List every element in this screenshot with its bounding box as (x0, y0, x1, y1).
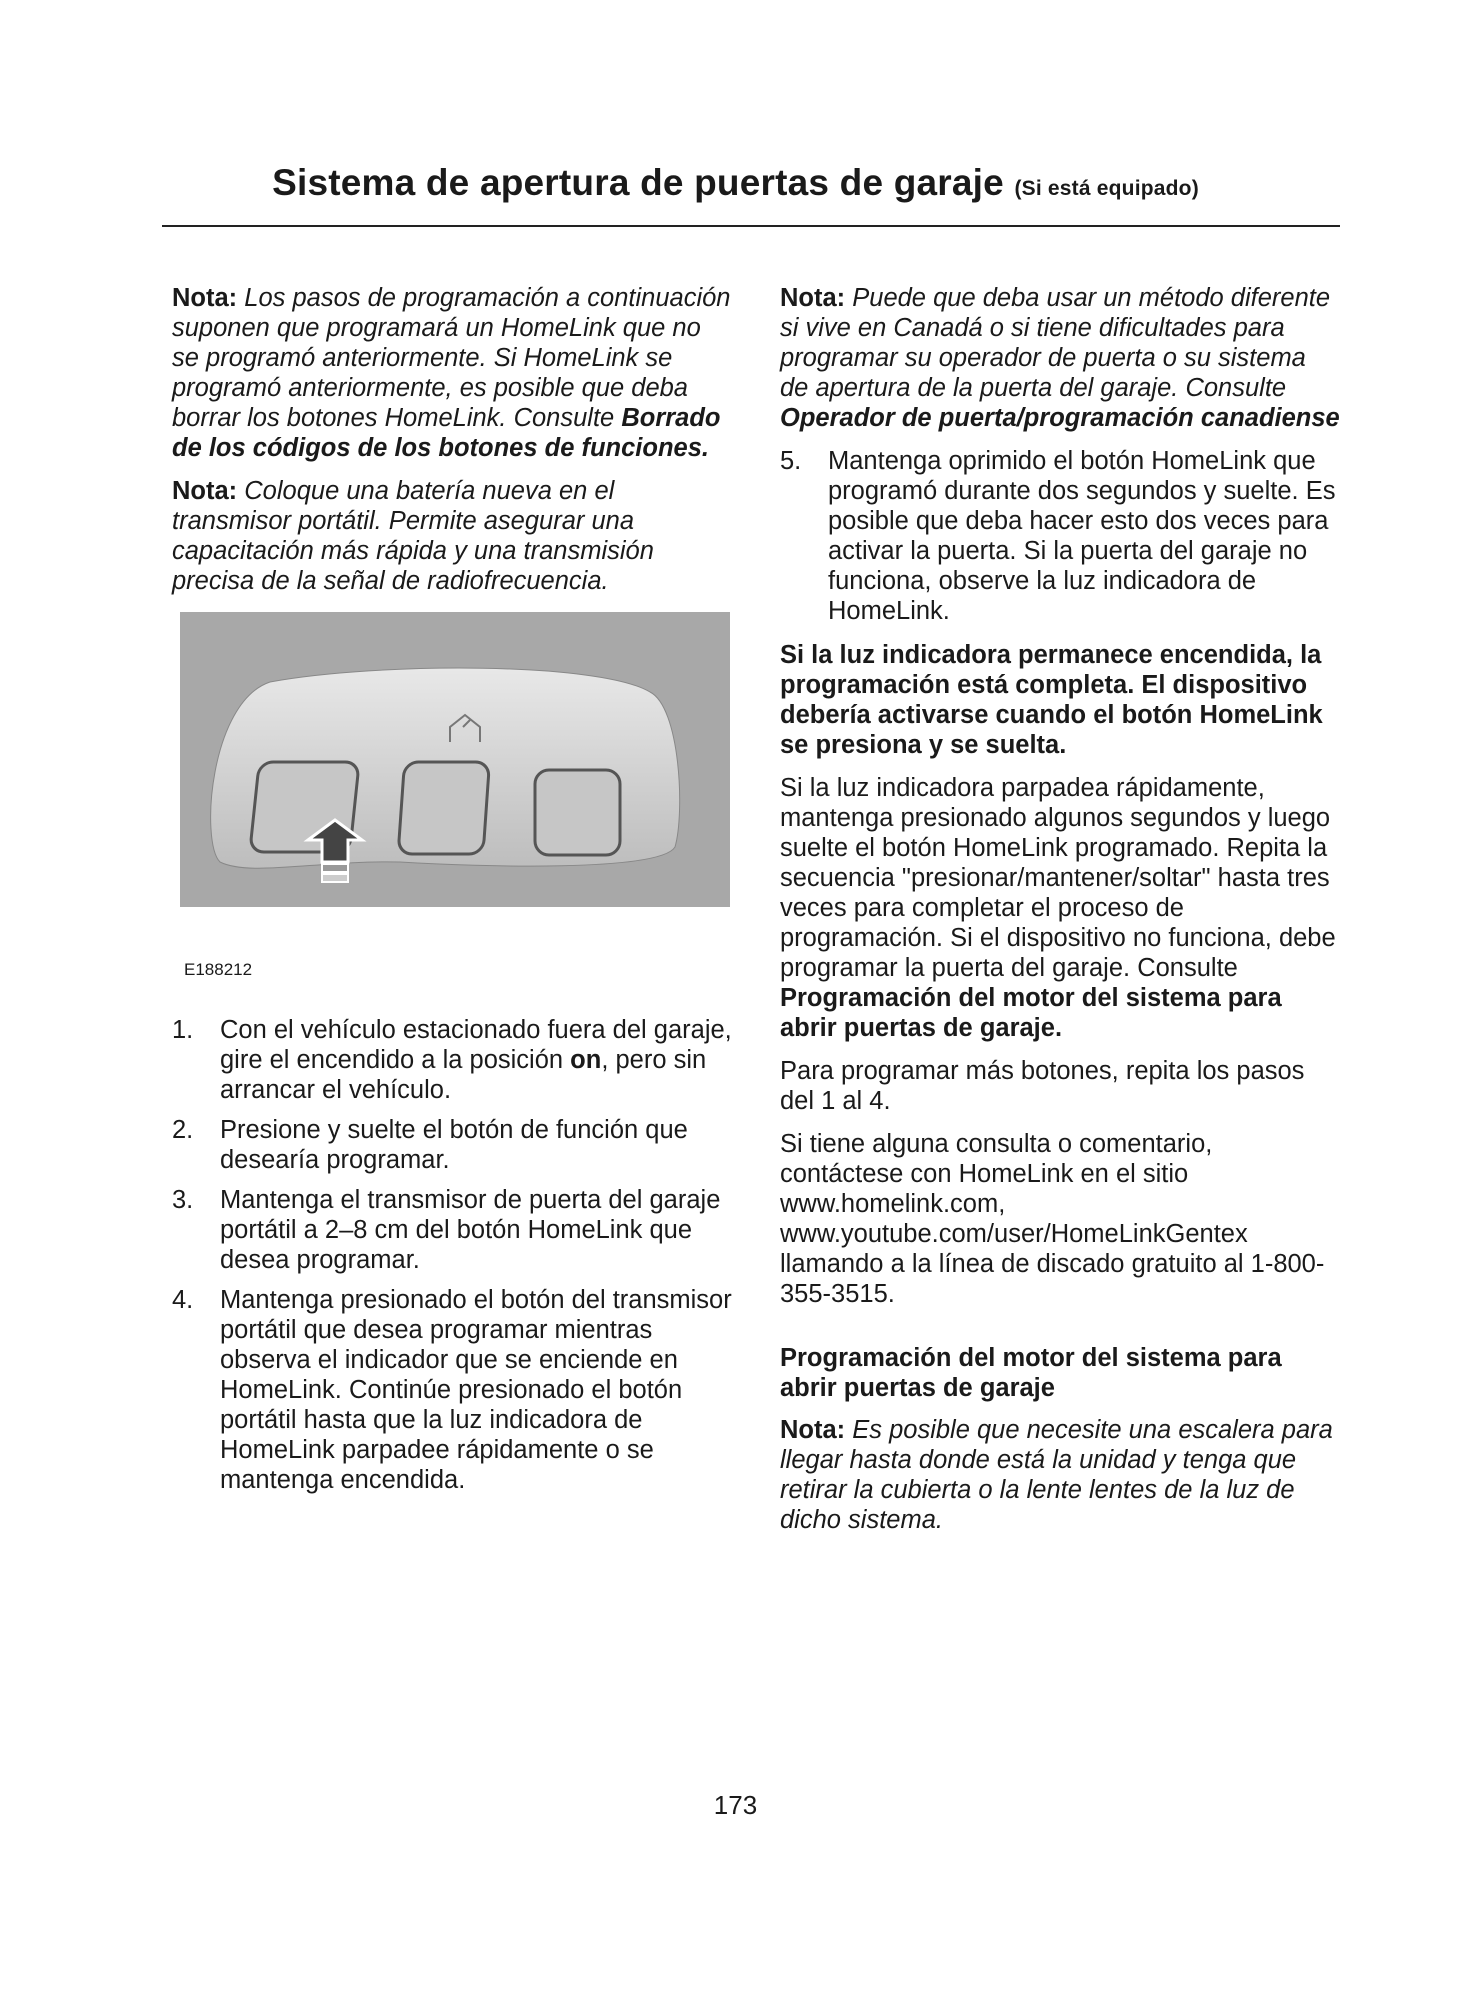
step-number: 2. (172, 1116, 194, 1144)
note-text: Los pasos de programación a continuación suponen que programará un HomeLink que no se programó anteriormente. Si HomeLink se programó anteriormente, es posible que deba borrar los botones HomeLink. Consulte (172, 284, 731, 432)
note-text: Es posible que necesite una escalera para llegar hasta donde está la unidad y tenga que retirar la cubierta o la lente lentes de la luz de dicho sistema. (780, 1416, 1333, 1534)
list-item (172, 1115, 732, 1175)
title-subtitle: (Si está equipado) (1014, 177, 1199, 200)
cross-reference: Programación del motor del sistema para abrir puertas de garaje. (780, 984, 1282, 1042)
homelink-buttons-figure (180, 612, 730, 907)
note-paragraph (172, 476, 732, 596)
body-text: Si la luz indicadora parpadea rápidamente, mantenga presionado algunos segundos y luego suelte el botón HomeLink programado. Repita la secuencia "presionar/mantener/soltar" hasta tres veces para completar el proceso de programación. Si el dispositivo no funciona, debe programar la puerta del garaje. Consulte (780, 774, 1336, 982)
title-text: Sistema de apertura de puertas de garaje (272, 162, 1004, 203)
body-paragraph: Para programar más botones, repita los pasos del 1 al 4. (780, 1057, 1305, 1115)
note-label: Nota: (780, 284, 846, 312)
step-number: 3. (172, 1186, 194, 1214)
step-text-part: Con el vehículo estacionado fuera del garaje, gire el encendido a la posición (220, 1016, 732, 1074)
list-item (172, 1185, 732, 1275)
note-label: Nota: (172, 284, 238, 312)
step-text (220, 1015, 732, 1105)
bold-paragraph (780, 640, 1340, 760)
step-text: Presione y suelte el botón de función que desearía programar. (220, 1116, 688, 1174)
left-column (172, 283, 732, 1505)
note-text: Coloque una batería nueva en el transmisor portátil. Permite asegurar una capacitación más rápida y una transmisión precisa de la señal de radiofrecuencia. (172, 477, 654, 595)
bold-text: Si la luz indicadora permanece encendida, la programación está completa. El dispositivo debería activarse cuando el botón HomeLink se presiona y se suelta. (780, 641, 1323, 759)
list-item (780, 446, 1340, 626)
step-text: Mantenga oprimido el botón HomeLink que programó durante dos segundos y suelte. Es posible que deba hacer esto dos veces para activar la puerta. Si la puerta del garaje no funciona, observe la luz indicadora de HomeLink. (828, 447, 1336, 625)
list-item (172, 1285, 732, 1495)
right-column (780, 283, 1340, 1548)
step-number: 5. (780, 447, 802, 475)
step-number: 1. (172, 1016, 194, 1044)
body-paragraph: Si tiene alguna consulta o comentario, contáctese con HomeLink en el sitio www.homelink.com, www.youtube.com/user/HomeLinkGentex llamando a la línea de discado gratuito al 1-800-355-3515. (780, 1130, 1325, 1308)
step-text: Mantenga presionado el botón del transmisor portátil que desea programar mientras observa el indicador que se enciende en HomeLink. Continúe presionado el botón portátil hasta que la luz indicadora de HomeLink parpadee rápidamente o se mantenga encendida. (220, 1286, 732, 1494)
step-bold: on (570, 1046, 602, 1074)
cross-reference: Borrado de los códigos de los botones de funciones. (172, 404, 721, 462)
page-number: 173 (713, 1790, 758, 1820)
step-text: Mantenga el transmisor de puerta del garaje portátil a 2–8 cm del botón HomeLink que desea programar. (220, 1186, 721, 1274)
section-heading: Programación del motor del sistema para abrir puertas de garaje (780, 1344, 1282, 1402)
step-text-part: , pero sin arrancar el vehículo. (220, 1046, 707, 1104)
note-paragraph (780, 283, 1340, 433)
note-paragraph (780, 1415, 1340, 1535)
step-number: 4. (172, 1286, 194, 1314)
cross-reference: Operador de puerta/programación canadiense (780, 404, 1340, 432)
note-paragraph (172, 283, 732, 463)
figure-caption: E188212 (184, 960, 253, 979)
body-paragraph (780, 773, 1340, 1043)
note-label: Nota: (172, 477, 238, 505)
list-item (172, 1015, 732, 1105)
page-title (0, 162, 1471, 204)
note-text: Puede que deba usar un método diferente si vive en Canadá o si tiene dificultades para programar su operador de puerta o su sistema de apertura de la puerta del garaje. Consulte (780, 284, 1331, 402)
note-label: Nota: (780, 1416, 846, 1444)
header-divider (162, 225, 1340, 227)
homelink-panel-illustration (180, 612, 730, 907)
